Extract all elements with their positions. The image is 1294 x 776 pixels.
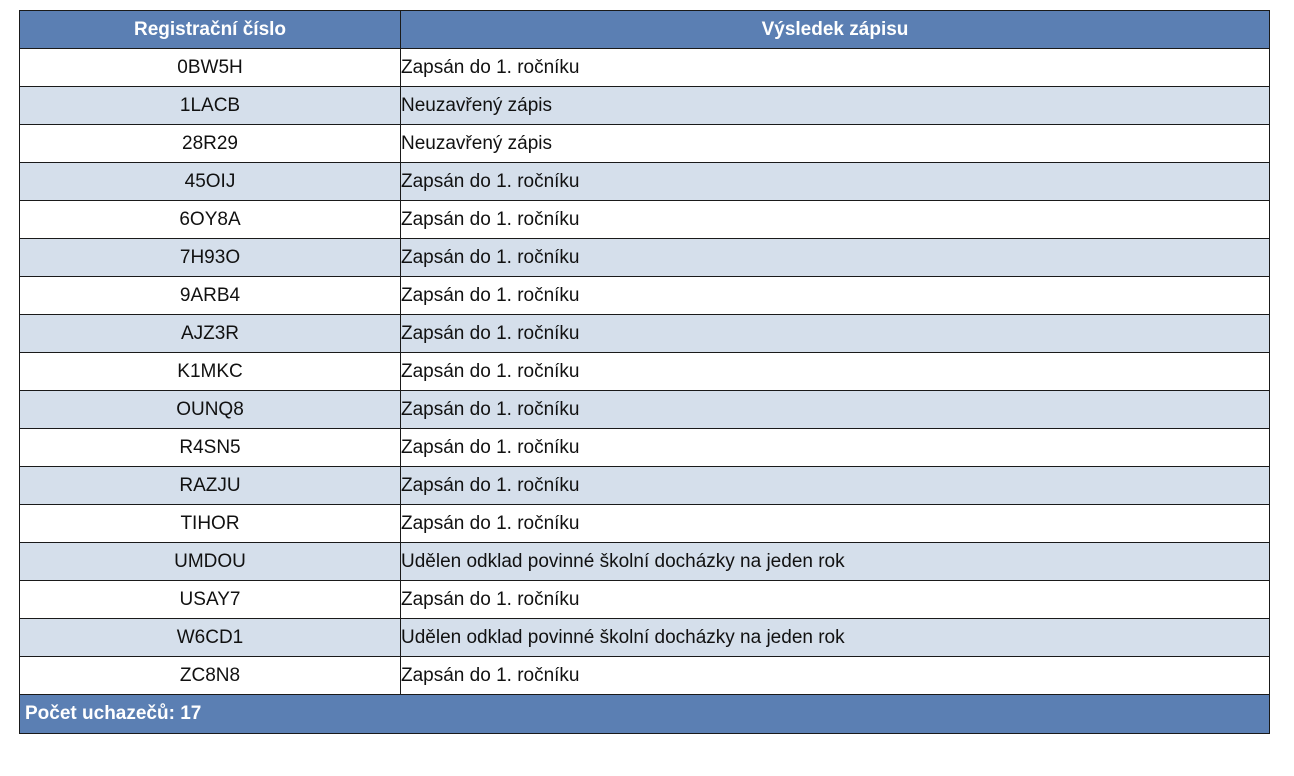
enrollment-result-cell: Neuzavřený zápis: [401, 87, 1270, 125]
registration-number-cell: RAZJU: [20, 467, 401, 505]
table-row: [20, 353, 1270, 391]
table-row: [20, 163, 1270, 201]
enrollment-result-cell: Neuzavřený zápis: [401, 125, 1270, 163]
table-row: [20, 543, 1270, 581]
enrollment-result-cell: Zapsán do 1. ročníku: [401, 201, 1270, 239]
table-row: [20, 429, 1270, 467]
table-row: [20, 657, 1270, 695]
table-row: [20, 467, 1270, 505]
enrollment-result-cell: Udělen odklad povinné školní docházky na jeden rok: [401, 543, 1270, 581]
registration-number-cell: 45OIJ: [20, 163, 401, 201]
results-table: [19, 10, 1270, 734]
enrollment-result-cell: Zapsán do 1. ročníku: [401, 239, 1270, 277]
enrollment-result-cell: Udělen odklad povinné školní docházky na jeden rok: [401, 619, 1270, 657]
registration-number-cell: 7H93O: [20, 239, 401, 277]
table-body: [20, 49, 1270, 695]
registration-number-cell: 1LACB: [20, 87, 401, 125]
table-row: [20, 581, 1270, 619]
registration-number-cell: K1MKC: [20, 353, 401, 391]
enrollment-result-cell: Zapsán do 1. ročníku: [401, 505, 1270, 543]
table-row: [20, 87, 1270, 125]
footer-row: [20, 695, 1270, 734]
enrollment-result-cell: Zapsán do 1. ročníku: [401, 657, 1270, 695]
applicant-count: Počet uchazečů: 17: [20, 695, 1270, 734]
enrollment-result-cell: Zapsán do 1. ročníku: [401, 49, 1270, 87]
enrollment-result-cell: Zapsán do 1. ročníku: [401, 353, 1270, 391]
registration-number-cell: OUNQ8: [20, 391, 401, 429]
header-row: [20, 11, 1270, 49]
registration-number-cell: TIHOR: [20, 505, 401, 543]
registration-number-cell: ZC8N8: [20, 657, 401, 695]
table-row: [20, 505, 1270, 543]
column-header-registration-number: Registrační číslo: [20, 11, 401, 49]
column-header-enrollment-result: Výsledek zápisu: [401, 11, 1270, 49]
enrollment-result-cell: Zapsán do 1. ročníku: [401, 163, 1270, 201]
registration-number-cell: 0BW5H: [20, 49, 401, 87]
table-row: [20, 619, 1270, 657]
enrollment-result-cell: Zapsán do 1. ročníku: [401, 467, 1270, 505]
table-row: [20, 201, 1270, 239]
table-row: [20, 125, 1270, 163]
table-row: [20, 49, 1270, 87]
enrollment-result-cell: Zapsán do 1. ročníku: [401, 581, 1270, 619]
registration-number-cell: 9ARB4: [20, 277, 401, 315]
table-row: [20, 239, 1270, 277]
enrollment-result-cell: Zapsán do 1. ročníku: [401, 277, 1270, 315]
enrollment-result-cell: Zapsán do 1. ročníku: [401, 391, 1270, 429]
registration-number-cell: AJZ3R: [20, 315, 401, 353]
registration-number-cell: UMDOU: [20, 543, 401, 581]
registration-number-cell: W6CD1: [20, 619, 401, 657]
table-row: [20, 277, 1270, 315]
enrollment-result-cell: Zapsán do 1. ročníku: [401, 315, 1270, 353]
registration-number-cell: 6OY8A: [20, 201, 401, 239]
registration-number-cell: R4SN5: [20, 429, 401, 467]
registration-number-cell: USAY7: [20, 581, 401, 619]
table-row: [20, 391, 1270, 429]
table-row: [20, 315, 1270, 353]
registration-number-cell: 28R29: [20, 125, 401, 163]
enrollment-result-cell: Zapsán do 1. ročníku: [401, 429, 1270, 467]
